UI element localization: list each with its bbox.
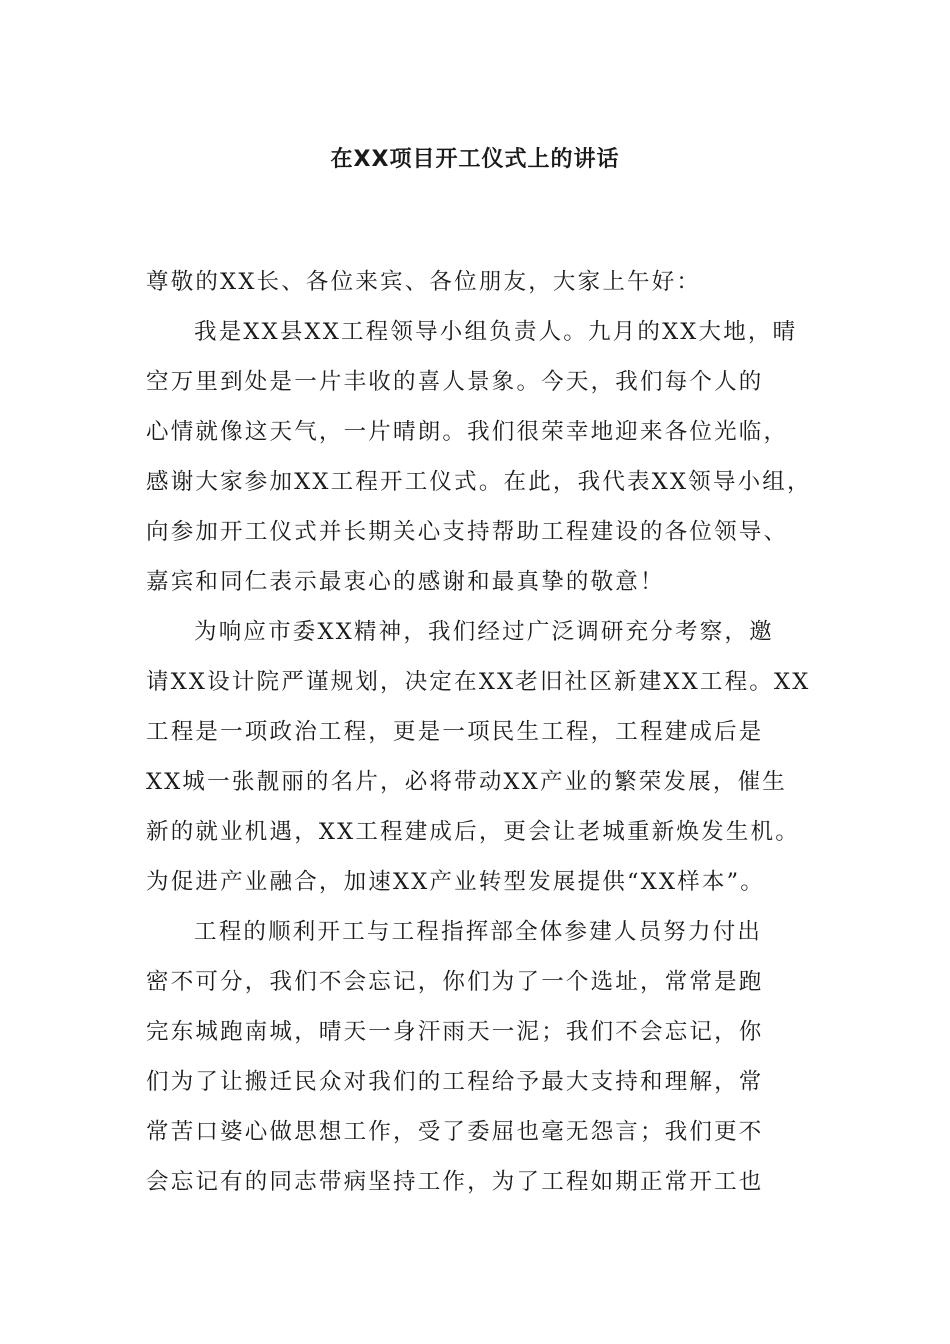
text-line: 密不可分，我们不会忘记，你们为了一个选址，常常是跑 — [146, 969, 764, 995]
text-line: 为响应市委XX精神，我们经过广泛调研充分考察，邀 — [194, 619, 774, 645]
text-line: 会忘记有的同志带病坚持工作，为了工程如期正常开工也 — [146, 1169, 764, 1195]
text-line: 空万里到处是一片丰收的喜人景象。今天，我们每个人的 — [146, 369, 764, 395]
text-line: 请XX设计院严谨规划，决定在XX老旧社区新建XX工程。XX — [146, 669, 811, 695]
text-line: 工程的顺利开工与工程指挥部全体参建人员努力付出 — [194, 919, 763, 945]
text-line: 向参加开工仪式并长期关心支持帮助工程建设的各位领导、 — [146, 519, 789, 545]
text-line: 嘉宾和同仁表示最衷心的感谢和最真挚的敬意！ — [146, 569, 665, 595]
document-title: 在XX项目开工仪式上的讲话 — [330, 147, 620, 172]
text-line: 心情就像这天气，一片晴朗。我们很荣幸地迎来各位光临， — [146, 419, 789, 445]
text-line: 常苦口婆心做思想工作，受了委屈也毫无怨言；我们更不 — [146, 1119, 764, 1145]
text-line: 新的就业机遇，XX工程建成后，更会让老城重新焕发生机。 — [146, 819, 800, 845]
text-line: 我是XX县XX工程领导小组负责人。九月的XX大地，晴 — [194, 319, 798, 345]
text-line: 感谢大家参加XX工程开工仪式。在此，我代表XX领导小组， — [146, 469, 812, 495]
text-line: 完东城跑南城，晴天一身汗雨天一泥；我们不会忘记，你 — [146, 1019, 764, 1045]
text-line: 工程是一项政治工程，更是一项民生工程，工程建成后是 — [146, 719, 764, 745]
text-line-salutation: 尊敬的XX长、各位来宾、各位朋友，大家上午好： — [146, 269, 702, 295]
text-line: 为促进产业融合，加速XX产业转型发展提供“XX样本”。 — [146, 869, 765, 895]
text-line: 们为了让搬迁民众对我们的工程给予最大支持和理解，常 — [146, 1069, 764, 1095]
text-line: XX城一张靓丽的名片，必将带动XX产业的繁荣发展，催生 — [146, 769, 787, 795]
